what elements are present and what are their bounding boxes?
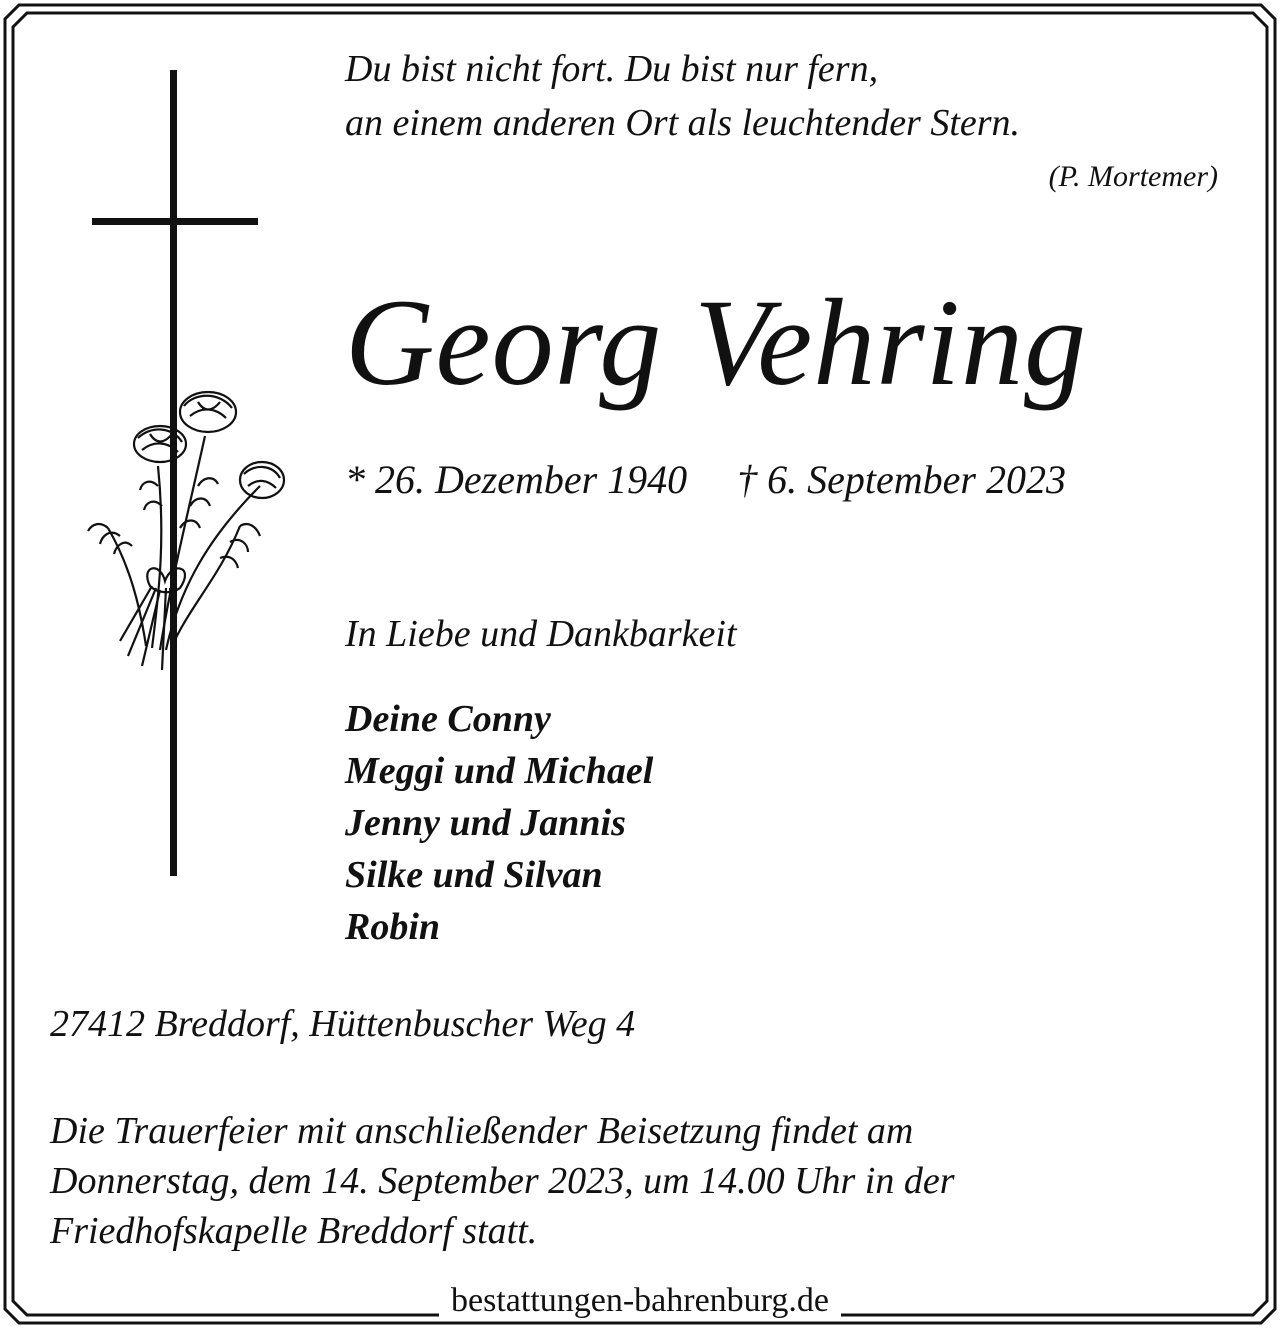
mourners-list bbox=[345, 693, 653, 953]
death-date: † 6. September 2023 bbox=[737, 457, 1066, 502]
mourner-name: Silke und Silvan bbox=[345, 854, 603, 896]
flower-bouquet-icon bbox=[88, 392, 284, 670]
mourners-intro: In Liebe und Dankbarkeit bbox=[345, 613, 737, 655]
address: 27412 Breddorf, Hüttenbuscher Weg 4 bbox=[50, 1003, 636, 1045]
deceased-name: Georg Vehring bbox=[345, 274, 1087, 411]
mourner-name: Meggi und Michael bbox=[345, 750, 654, 792]
quote-line-1: Du bist nicht fort. Du bist nur fern, bbox=[345, 48, 879, 90]
mourner-name: Deine Conny bbox=[345, 698, 551, 740]
mourner-name: Jenny und Jannis bbox=[345, 802, 626, 844]
quote-line-2: an einem anderen Ort als leuchtender Stern. bbox=[345, 102, 1021, 144]
mourner-name: Robin bbox=[345, 906, 441, 948]
service-line: Donnerstag, dem 14. September 2023, um 14.00 Uhr in der bbox=[50, 1160, 955, 1202]
service-line: Die Trauerfeier mit anschließender Beisetzung findet am bbox=[50, 1110, 914, 1152]
footer-website-text[interactable]: bestattungen-bahrenburg.de bbox=[439, 1282, 841, 1319]
life-dates bbox=[345, 456, 1066, 503]
birth-date: * 26. Dezember 1940 bbox=[345, 457, 688, 502]
quote-author: (P. Mortemer) bbox=[1048, 160, 1218, 193]
footer-website[interactable] bbox=[0, 1282, 1280, 1320]
funeral-service-info bbox=[50, 1106, 955, 1256]
cross-icon bbox=[80, 66, 310, 891]
service-line: Friedhofskapelle Breddorf statt. bbox=[50, 1210, 538, 1252]
